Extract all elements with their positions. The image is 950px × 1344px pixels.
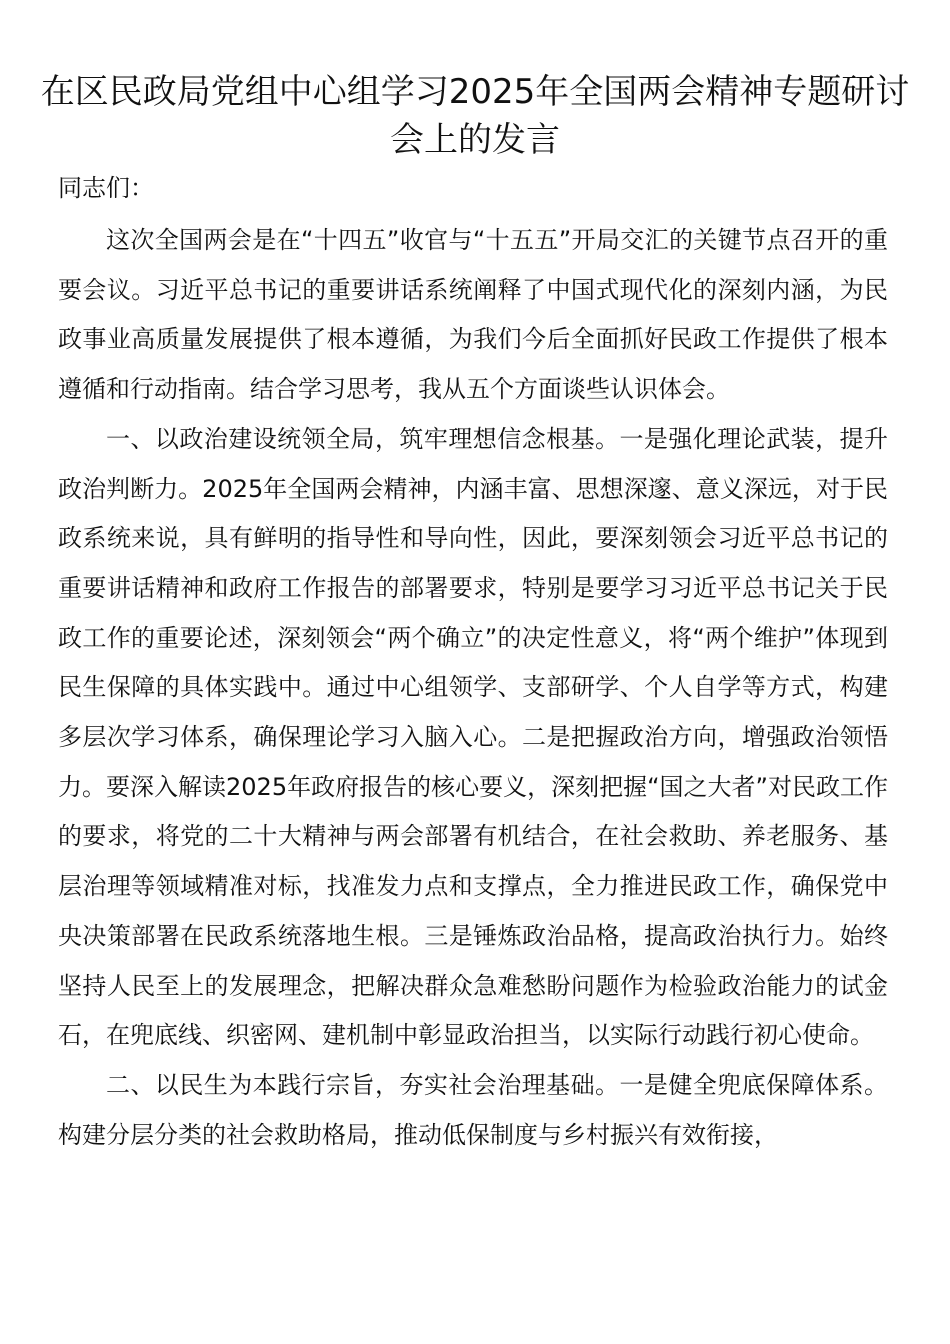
document-title: 在区民政局党组中心组学习2025年全国两会精神专题研讨会上的发言 — [40, 72, 910, 160]
document-body — [58, 216, 888, 1160]
paragraph-section-one — [58, 415, 888, 1061]
paragraph-intro — [58, 216, 888, 415]
section-one-text: 一是强化理论武装，提升政治判断力。2025年全国两会精神，内涵丰富、思想深邃、意义深远，对于民政系统来说，具有鲜明的指导性和导向性，因此，要深刻领会习近平总书记的重要讲话精神和政府工作报告的部署要求，特别是要学习习近平总书记关于民政工作的重要论述，深刻领会“两个确立”的决定性意义，将“两个维护”体现到民生保障的具体实践中。通过中心组领学、支部研学、个人自学等方式，构建多层次学习体系，确保理论学习入脑入心。二是把握政治方向，增强政治领悟力。要深入解读2025年政府报告的核心要义，深刻把握“国之大者”对民政工作的要求，将党的二十大精神与两会部署有机结合，在社会救助、养老服务、基层治理等领域精准对标，找准发力点和支撑点，全力推进民政工作，确保党中央决策部署在民政系统落地生根。三是锤炼政治品格，提高政治执行力。始终坚持人民至上的发展理念，把解决群众急难愁盼问题作为检验政治能力的试金石，在兜底线、织密网、建机制中彰显政治担当，以实际行动践行初心使命。 — [58, 424, 888, 1050]
salutation: 同志们： — [58, 174, 154, 202]
paragraph-section-two — [58, 1061, 888, 1160]
section-two-text: 一是健全兜底保障体系。构建分层分类的社会救助格局，推动低保制度与乡村振兴有效衔接， — [58, 1070, 888, 1149]
paragraph-intro-text: 这次全国两会是在“十四五”收官与“十五五”开局交汇的关键节点召开的重要会议。习近平总书记的重要讲话系统阐释了中国式现代化的深刻内涵，为民政事业高质量发展提供了根本遵循，为我们今后全面抓好民政工作提供了根本遵循和行动指南。结合学习思考，我从五个方面谈些认识体会。 — [58, 226, 888, 404]
section-one-heading: 一、以政治建设统领全局，筑牢理想信念根基。 — [106, 424, 620, 453]
section-two-heading: 二、以民生为本践行宗旨，夯实社会治理基础。 — [106, 1070, 620, 1099]
